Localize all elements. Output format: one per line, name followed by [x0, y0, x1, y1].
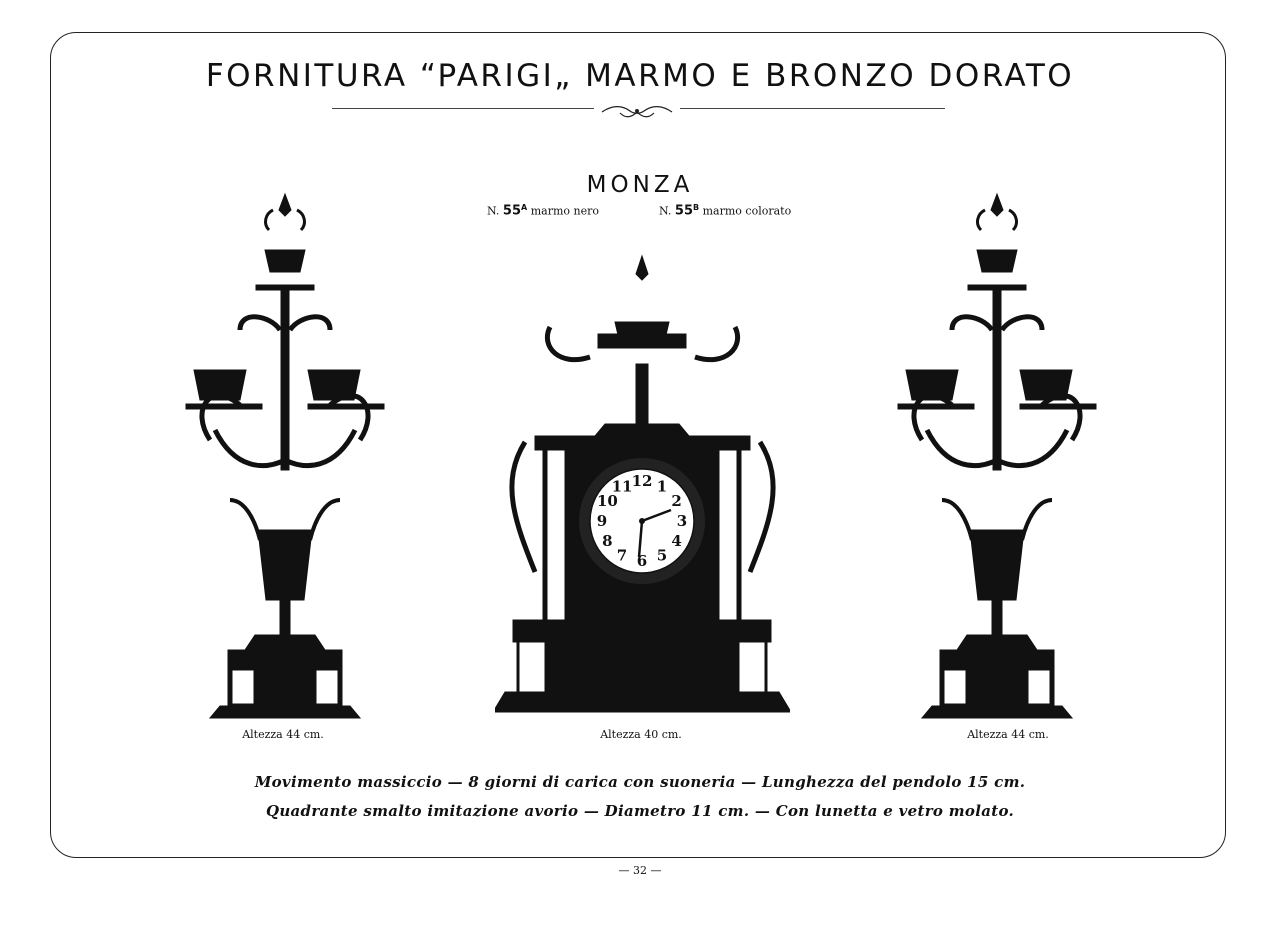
caption-candelabra-right: Altezza 44 cm. — [967, 728, 1049, 741]
clock-numeral: 11 — [611, 477, 633, 496]
candelabra-right-illustration — [892, 190, 1102, 725]
clock-numeral: 4 — [671, 532, 682, 550]
clock-numeral: 1 — [656, 477, 668, 496]
clock-numeral: 5 — [656, 546, 668, 565]
title-rule-left — [332, 108, 594, 109]
ornament-icon — [600, 103, 674, 121]
clock-numeral: 9 — [596, 512, 608, 530]
description-line-2: Quadrante smalto imitazione avorio — Diametro 11 cm. — Con lunetta e vetro molato. — [265, 802, 1015, 820]
caption-candelabra-left: Altezza 44 cm. — [242, 728, 324, 741]
page-title: FORNITURA “PARIGI„ MARMO E BRONZO DORATO — [205, 58, 1075, 94]
clock-numeral: 8 — [602, 532, 613, 550]
title-rule-right — [680, 108, 945, 109]
model-variant-a: N. $55^A$ marmo nero — [487, 203, 599, 219]
clock-numeral: 2 — [671, 492, 682, 510]
caption-clock: Altezza 40 cm. — [600, 728, 682, 741]
clock-numeral: 12 — [631, 472, 653, 490]
model-variant-b: N. $55^B$ marmo colorato — [659, 203, 792, 219]
description-line-1: Movimento massiccio — 8 giorni di carica con suoneria — Lunghezza del pendolo 15 cm. — [254, 773, 1026, 791]
clock-numeral: 10 — [596, 492, 618, 510]
clock-numeral: 3 — [676, 512, 688, 530]
product-name: MONZA — [586, 172, 694, 198]
page-number: — 32 — — [618, 864, 662, 877]
clock-numeral: 7 — [616, 546, 628, 565]
clock-numeral: 6 — [636, 552, 648, 570]
clock-illustration — [495, 252, 790, 727]
candelabra-left-illustration — [180, 190, 390, 725]
